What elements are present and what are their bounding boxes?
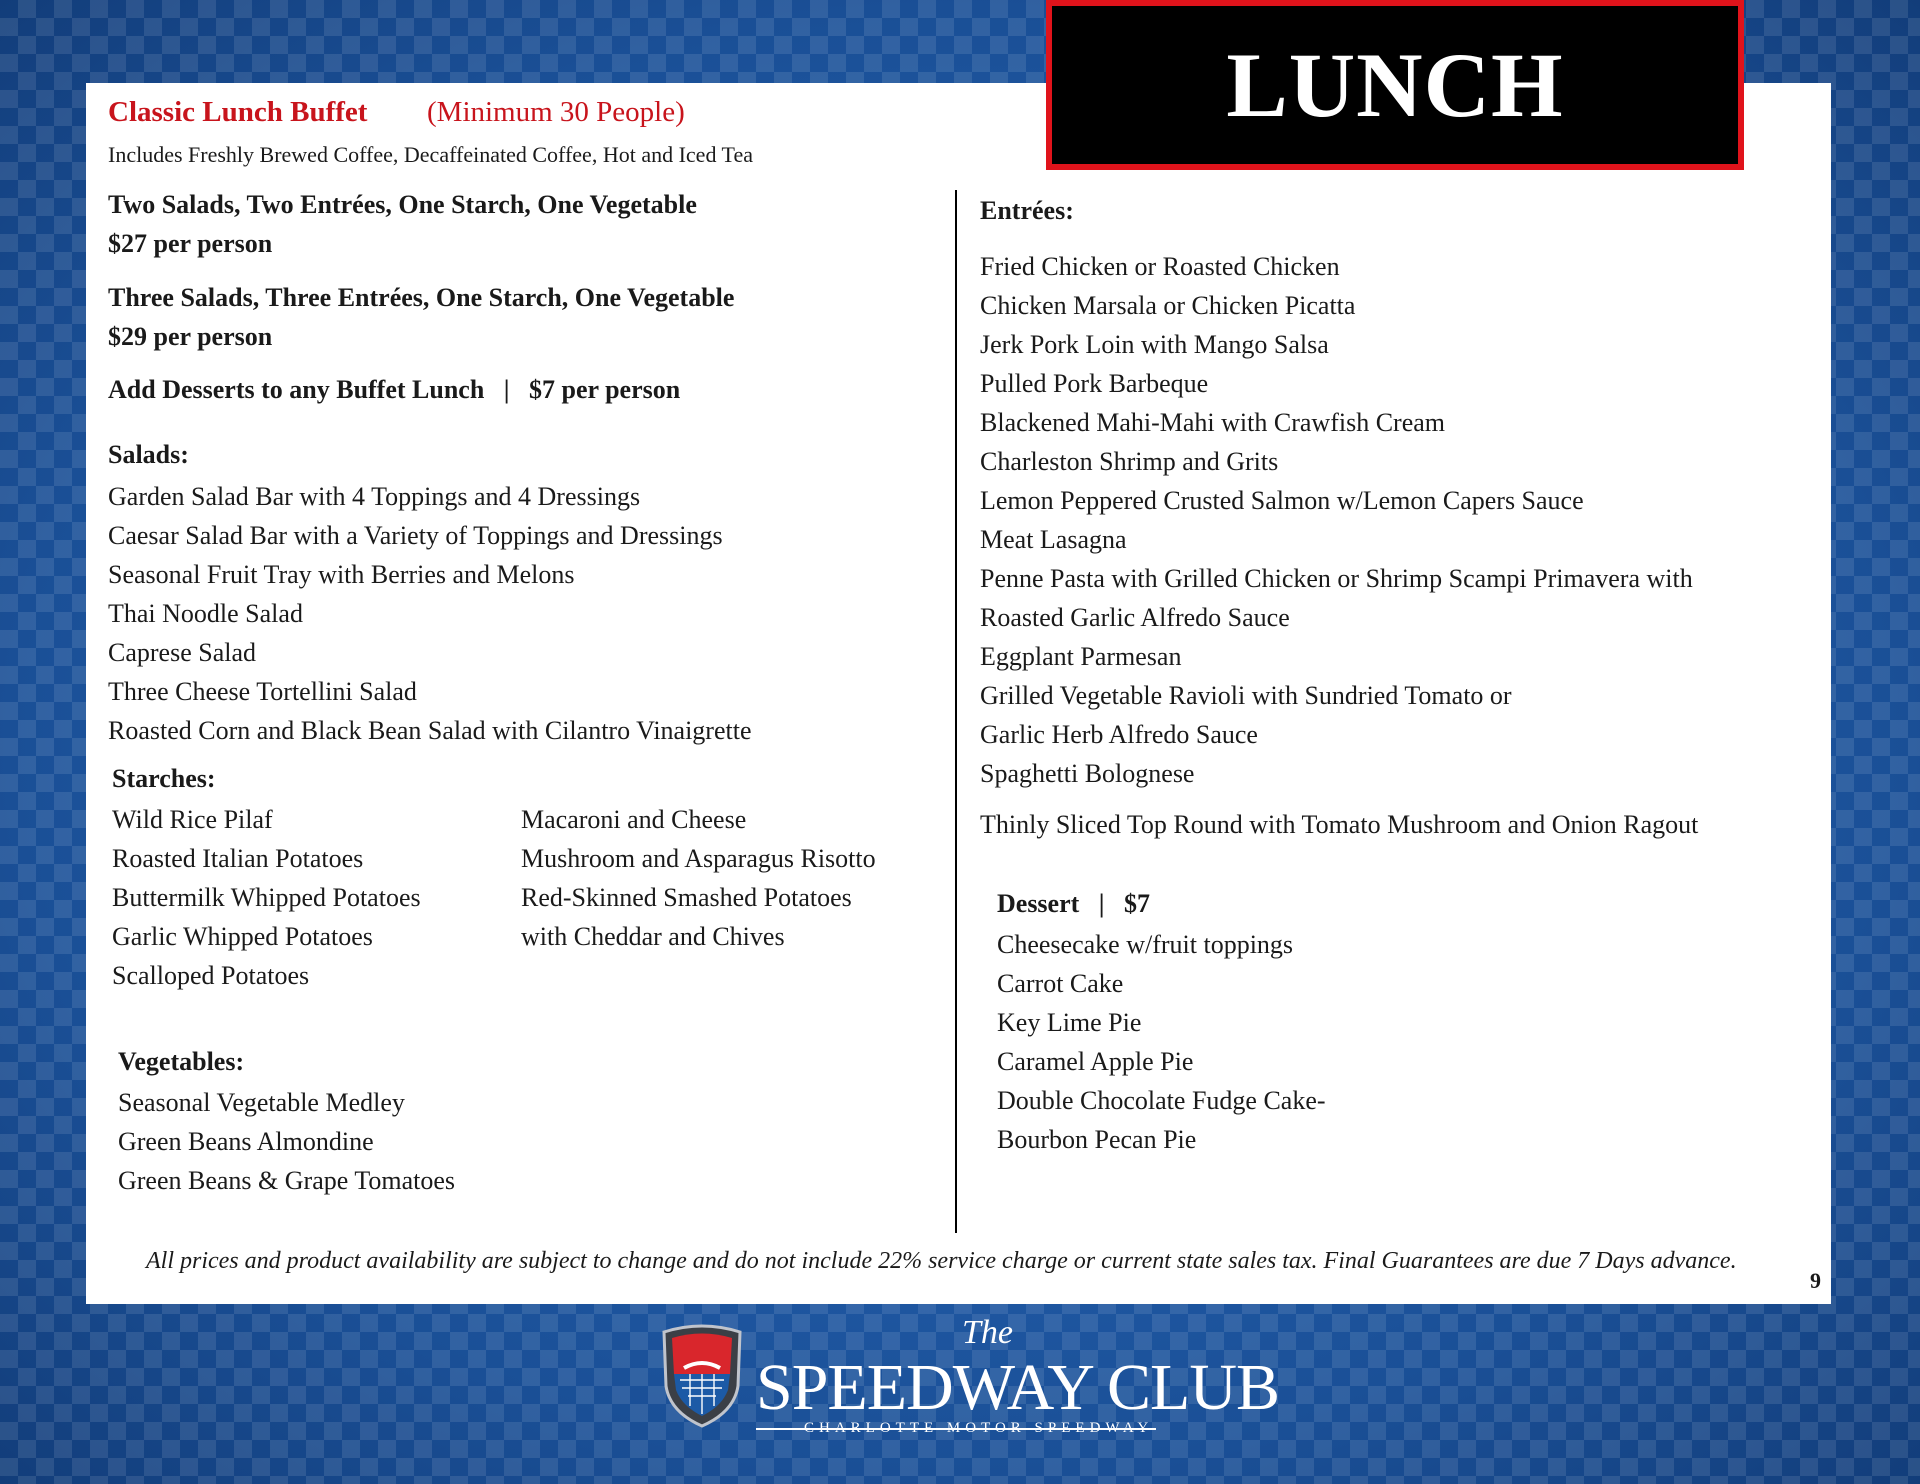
list-item: Scalloped Potatoes (112, 961, 310, 990)
salads-list (108, 477, 752, 750)
column-divider (955, 190, 957, 1233)
list-item: Meat Lasagna (980, 525, 1127, 554)
list-item: Green Beans & Grape Tomatoes (118, 1166, 456, 1195)
list-item: Roasted Garlic Alfredo Sauce (980, 603, 1290, 632)
vegetables-list (118, 1083, 455, 1200)
logo-subtitle: CHARLOTTE MOTOR SPEEDWAY (804, 1420, 1154, 1436)
list-item: Jerk Pork Loin with Mango Salsa (980, 330, 1329, 359)
list-item: Carrot Cake (997, 969, 1124, 998)
add-desserts-note: Add Desserts to any Buffet Lunch | $7 per person (108, 375, 681, 404)
entrees-heading: Entrées: (980, 196, 1074, 225)
list-item: Roasted Italian Potatoes (112, 844, 364, 873)
starches-list-col2 (521, 800, 876, 956)
dessert-list (997, 925, 1326, 1159)
list-item: Seasonal Vegetable Medley (118, 1088, 405, 1117)
list-item: Buttermilk Whipped Potatoes (112, 883, 421, 912)
list-item: Three Cheese Tortellini Salad (108, 677, 417, 706)
logo-name: SPEEDWAY CLUB (756, 1351, 1280, 1424)
option-two-price: $27 per person (108, 229, 273, 258)
buffet-includes: Includes Freshly Brewed Coffee, Decaffeinated Coffee, Hot and Iced Tea (108, 142, 753, 167)
buffet-minimum: (Minimum 30 People) (427, 96, 685, 128)
list-item: Caesar Salad Bar with a Variety of Toppings and Dressings (108, 521, 723, 550)
list-item: Key Lime Pie (997, 1008, 1142, 1037)
list-item: Red-Skinned Smashed Potatoes (521, 883, 852, 912)
starches-heading: Starches: (112, 764, 216, 793)
list-item: Double Chocolate Fudge Cake- (997, 1086, 1326, 1115)
starches-list-col1 (112, 800, 421, 995)
list-item: Blackened Mahi-Mahi with Crawfish Cream (980, 408, 1445, 437)
list-item: Garden Salad Bar with 4 Toppings and 4 Dressings (108, 482, 641, 511)
list-item: Thai Noodle Salad (108, 599, 303, 628)
list-item: Pulled Pork Barbeque (980, 369, 1209, 398)
list-item: Charleston Shrimp and Grits (980, 447, 1279, 476)
list-item: Lemon Peppered Crusted Salmon w/Lemon Capers Sauce (980, 486, 1584, 515)
list-item: with Cheddar and Chives (521, 922, 785, 951)
list-item: Cheesecake w/fruit toppings (997, 930, 1294, 959)
entree-extra: Thinly Sliced Top Round with Tomato Mushroom and Onion Ragout (980, 810, 1699, 839)
list-item: Wild Rice Pilaf (112, 805, 273, 834)
list-item: Roasted Corn and Black Bean Salad with Cilantro Vinaigrette (108, 716, 752, 745)
list-item: Seasonal Fruit Tray with Berries and Melons (108, 560, 575, 589)
page-number: 9 (1810, 1268, 1821, 1293)
buffet-title: Classic Lunch Buffet (108, 96, 368, 128)
list-item: Chicken Marsala or Chicken Picatta (980, 291, 1356, 320)
list-item: Grilled Vegetable Ravioli with Sundried Tomato or (980, 681, 1512, 710)
list-item: Mushroom and Asparagus Risotto (521, 844, 876, 873)
list-item: Garlic Herb Alfredo Sauce (980, 720, 1258, 749)
vegetables-heading: Vegetables: (118, 1047, 245, 1076)
option-three-price: $29 per person (108, 322, 273, 351)
list-item: Eggplant Parmesan (980, 642, 1182, 671)
pricing-footnote: All prices and product availability are subject to change and do not include 22% service charge or current state sales tax. Final Guarantees are due 7 Days advance. (146, 1248, 1737, 1274)
dessert-heading: Dessert | $7 (997, 889, 1151, 918)
list-item: Penne Pasta with Grilled Chicken or Shrimp Scampi Primavera with (980, 564, 1693, 593)
banner-title: LUNCH (1226, 34, 1564, 136)
list-item: Bourbon Pecan Pie (997, 1125, 1197, 1154)
list-item: Green Beans Almondine (118, 1127, 374, 1156)
lunch-banner (1046, 0, 1744, 170)
list-item: Spaghetti Bolognese (980, 759, 1195, 788)
option-three-salads: Three Salads, Three Entrées, One Starch, One Vegetable (108, 283, 735, 312)
list-item: Macaroni and Cheese (521, 805, 747, 834)
salads-heading: Salads: (108, 440, 189, 469)
list-item: Garlic Whipped Potatoes (112, 922, 373, 951)
speedway-club-logo (660, 1314, 1280, 1440)
logo-the: The (962, 1314, 1013, 1351)
entrees-list (980, 247, 1693, 793)
list-item: Fried Chicken or Roasted Chicken (980, 252, 1340, 281)
shield-icon (660, 1324, 744, 1430)
list-item: Caramel Apple Pie (997, 1047, 1194, 1076)
option-two-salads: Two Salads, Two Entrées, One Starch, One Vegetable (108, 190, 697, 219)
list-item: Caprese Salad (108, 638, 257, 667)
